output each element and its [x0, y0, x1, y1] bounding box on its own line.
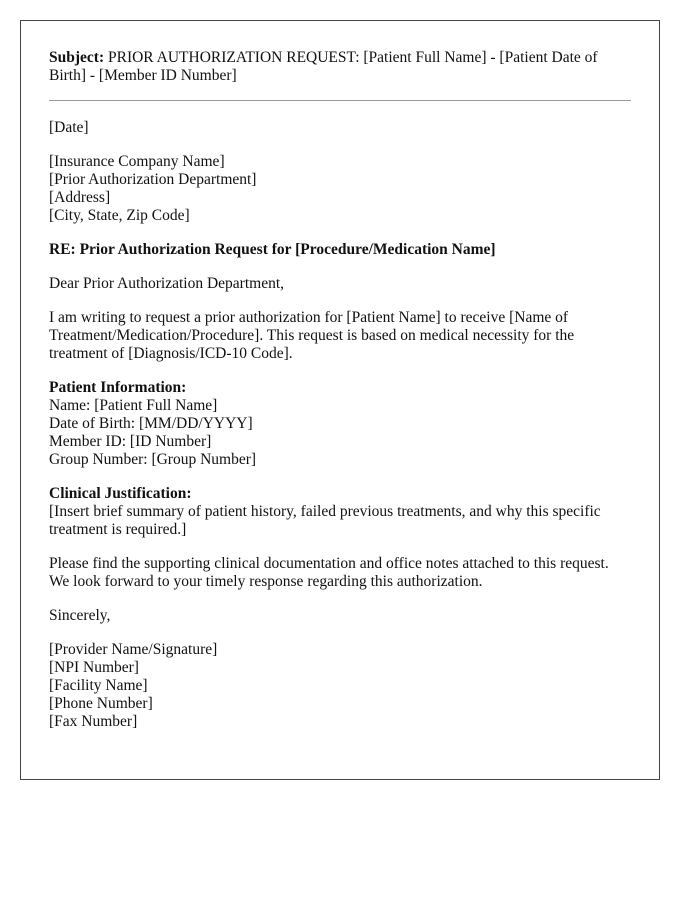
provider-name: [Provider Name/Signature]	[49, 641, 218, 658]
clinical-text: [Insert brief summary of patient history, failed previous treatments, and why this specific treatment is required.]	[49, 503, 601, 538]
divider	[49, 100, 631, 101]
npi-number: [NPI Number]	[49, 659, 139, 676]
patient-group-number: Group Number: [Group Number]	[49, 451, 257, 468]
recipient-address	[49, 153, 631, 225]
recipient-city-state-zip: [City, State, Zip Code]	[49, 207, 190, 224]
fax-number: [Fax Number]	[49, 713, 138, 730]
subject-line	[49, 49, 631, 85]
salutation: Dear Prior Authorization Department,	[49, 275, 285, 292]
signature-block	[49, 641, 631, 731]
recipient-company: [Insurance Company Name]	[49, 153, 225, 170]
patient-name: Name: [Patient Full Name]	[49, 397, 218, 414]
letter-date: [Date]	[49, 119, 89, 136]
patient-information	[49, 379, 631, 469]
re-line: RE: Prior Authorization Request for [Procedure/Medication Name]	[49, 241, 496, 258]
recipient-address-line: [Address]	[49, 189, 111, 206]
phone-number: [Phone Number]	[49, 695, 153, 712]
clinical-heading: Clinical Justification:	[49, 485, 192, 502]
facility-name: [Facility Name]	[49, 677, 148, 694]
subject-text: PRIOR AUTHORIZATION REQUEST: [Patient Full Name] - [Patient Date of Birth] - [Member ID Number]	[49, 49, 598, 84]
subject-label: Subject:	[49, 49, 105, 66]
closing-paragraph: Please find the supporting clinical documentation and office notes attached to this request. We look forward to your timely response regarding this authorization.	[49, 555, 609, 590]
patient-member-id: Member ID: [ID Number]	[49, 433, 212, 450]
patient-info-heading: Patient Information:	[49, 379, 187, 396]
clinical-justification	[49, 485, 631, 539]
recipient-department: [Prior Authorization Department]	[49, 171, 257, 188]
letter-document	[20, 20, 660, 780]
intro-paragraph: I am writing to request a prior authorization for [Patient Name] to receive [Name of Treatment/Medication/Procedure]. This request is based on medical necessity for the treatment of [Diagnosis/ICD-10 Code].	[49, 309, 575, 362]
sign-off: Sincerely,	[49, 607, 111, 624]
patient-dob: Date of Birth: [MM/DD/YYYY]	[49, 415, 253, 432]
